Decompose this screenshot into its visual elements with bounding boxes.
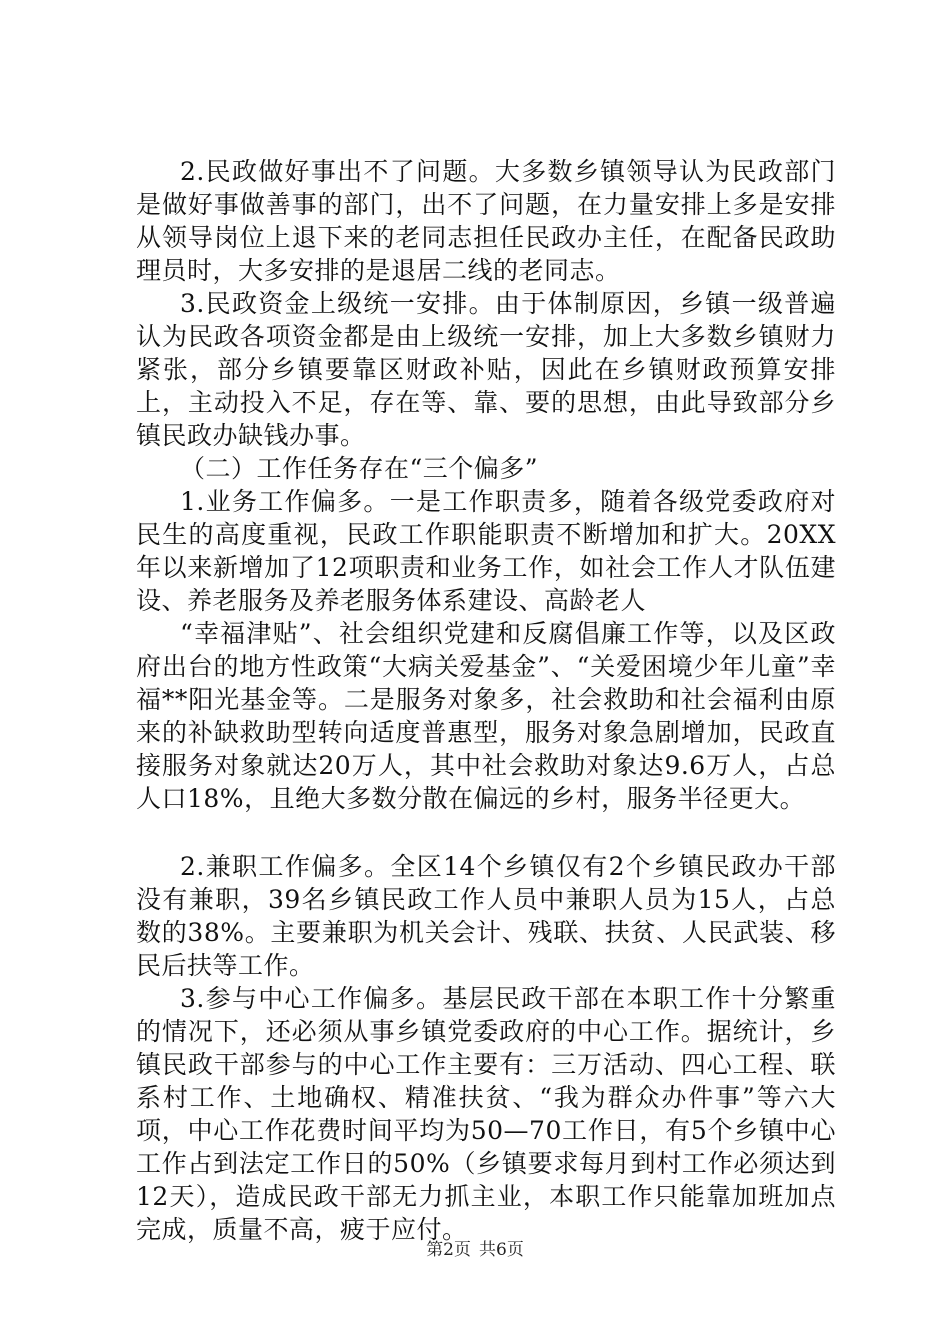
paragraph-democracy-good-deeds: 2.民政做好事出不了问题。大多数乡镇领导认为民政部门是做好事做善事的部门，出不了问题，在力量安排上多是安排从领导岗位上退下来的老同志担任民政办主任，在配备民政助理员时，大多安排的是退居二线的老同志。 [136, 157, 836, 285]
paragraph-business-work: 1.业务工作偏多。一是工作职责多，随着各级党委政府对民生的高度重视，民政工作职能职责不断增加和扩大。20XX年以来新增加了12项职责和业务工作，如社会工作人才队伍建设、养老服务及养老服务体系建设、高龄老人 [136, 487, 836, 615]
page-number-current: 第2页 [426, 1240, 471, 1260]
paragraph-gap [136, 815, 836, 850]
section-heading-three-excesses: （二）工作任务存在“三个偏多” [180, 454, 539, 483]
document-body [136, 155, 836, 1246]
paragraph-part-time-work: 2.兼职工作偏多。全区14个乡镇仅有2个乡镇民政办干部没有兼职，39名乡镇民政工作人员中兼职人员为15人，占总数的38%。主要兼职为机关会计、残联、扶贫、人民武装、移民后扶等工作。 [136, 852, 836, 980]
paragraph-funding-arrangement: 3.民政资金上级统一安排。由于体制原因，乡镇一级普遍认为民政各项资金都是由上级统一安排，加上大多数乡镇财力紧张，部分乡镇要靠区财政补贴，因此在乡镇财政预算安排上，主动投入不足，存在等、靠、要的思想，由此导致部分乡镇民政办缺钱办事。 [136, 289, 836, 450]
paragraph-business-work-continued: “幸福津贴”、社会组织党建和反腐倡廉工作等，以及区政府出台的地方性政策“大病关爱基金”、“关爱困境少年儿童”幸福**阳光基金等。二是服务对象多，社会救助和社会福利由原来的补缺救助型转向适度普惠型，服务对象急剧增加，民政直接服务对象就达20万人，其中社会救助对象达9.6万人，占总人口18%，且绝大多数分散在偏远的乡村，服务半径更大。 [136, 619, 836, 813]
page-number-total: 共6页 [479, 1240, 524, 1260]
page-footer [0, 1239, 950, 1261]
paragraph-central-work: 3.参与中心工作偏多。基层民政干部在本职工作十分繁重的情况下，还必须从事乡镇党委政府的中心工作。据统计，乡镇民政干部参与的中心工作主要有：三万活动、四心工程、联系村工作、土地确权、精准扶贫、“我为群众办件事”等六大项，中心工作花费时间平均为50—70工作日，有5个乡镇中心工作占到法定工作日的50%（乡镇要求每月到村工作必须达到12天），造成民政干部无力抓主业，本职工作只能靠加班加点完成，质量不高，疲于应付。 [136, 984, 836, 1244]
